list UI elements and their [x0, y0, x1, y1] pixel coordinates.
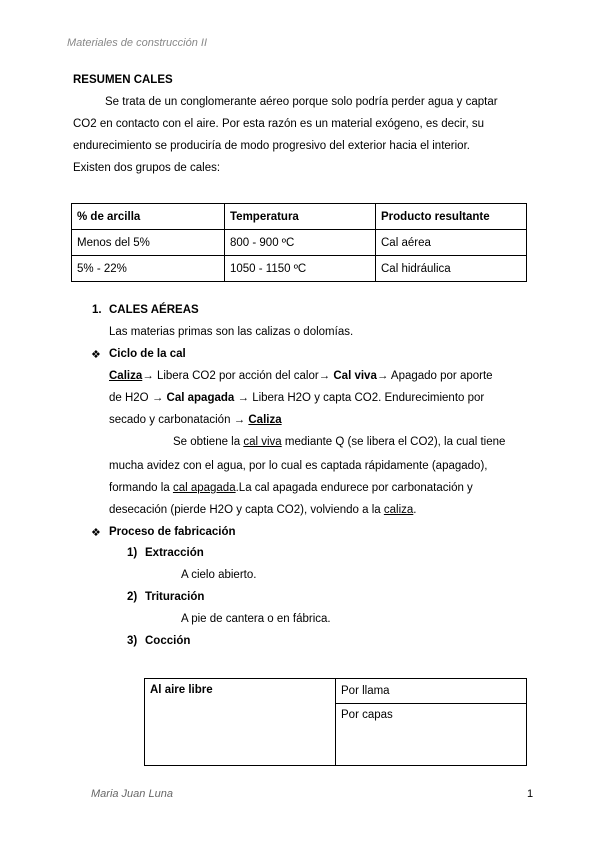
- cycle-text: de H2O: [109, 392, 149, 404]
- table-cell: 1050 - 1150 ºC: [225, 256, 376, 282]
- cycle-line-1: [109, 370, 493, 382]
- section-1-number: 1.: [92, 304, 102, 316]
- cycle-arrow: →: [233, 414, 249, 426]
- section-1-intro: Las materias primas son las calizas o dolomías.: [109, 326, 354, 338]
- table-cell: Cal aérea: [376, 230, 527, 256]
- term-cal-apagada-link: cal apagada: [172, 482, 236, 494]
- table-cell: Por llama: [336, 679, 527, 704]
- firing-table: [144, 678, 527, 766]
- summary-line-1: Se trata de un conglomerante aéreo porque solo podría perder agua y captar: [105, 96, 498, 108]
- paragraph-text: formando la: [109, 482, 173, 494]
- page-number: 1: [527, 788, 534, 800]
- step-number: 2): [127, 591, 138, 603]
- table-cell: Cal hidráulica: [376, 256, 527, 282]
- running-header: Materiales de construcción II: [67, 37, 208, 49]
- table-row: [145, 679, 527, 704]
- table-cell: Al aire libre: [145, 679, 336, 766]
- cycle-line-2: [109, 392, 484, 404]
- groups-table: [71, 203, 527, 282]
- cycle-paragraph-line-1: [173, 436, 505, 448]
- term-cal-viva: → Cal viva: [318, 370, 377, 382]
- table-cell: Por capas: [336, 704, 527, 766]
- paragraph-text: mediante Q (se libera el CO2), la cual tiene: [281, 436, 506, 448]
- cycle-text: → Libera H2O y capta CO2. Endurecimiento por: [237, 392, 485, 404]
- diamond-bullet-icon: ❖: [91, 527, 101, 539]
- paragraph-text: desecación (pierde H2O y capta CO2), volviendo a la: [109, 504, 384, 516]
- table-header-row: [72, 204, 527, 230]
- paragraph-text: .La cal apagada endurece por carbonatación y: [235, 482, 473, 494]
- term-caliza: Caliza: [109, 370, 143, 382]
- summary-line-4: Existen dos grupos de cales:: [73, 162, 221, 174]
- cycle-text: → Apagado por aporte: [376, 370, 493, 382]
- table-row: [72, 256, 527, 282]
- table-header-cell: % de arcilla: [72, 204, 225, 230]
- term-cal-apagada: → Cal apagada: [151, 392, 235, 404]
- table-cell: 5% - 22%: [72, 256, 225, 282]
- cycle-text: → Libera CO2 por acción del calor: [142, 370, 319, 382]
- section-1-title: CALES AÉREAS: [109, 304, 199, 316]
- process-heading: Proceso de fabricación: [109, 526, 236, 538]
- table-cell: 800 - 900 ºC: [225, 230, 376, 256]
- cycle-paragraph-line-4: [109, 504, 416, 516]
- summary-line-3: endurecimiento se produciría de modo progresivo del exterior hacia el interior.: [73, 140, 470, 152]
- cycle-heading: Ciclo de la cal: [109, 348, 186, 360]
- step-title-coccion: Cocción: [145, 635, 191, 647]
- paragraph-text: .: [413, 504, 417, 516]
- table-row: [72, 230, 527, 256]
- term-caliza: Caliza: [248, 414, 282, 426]
- cycle-paragraph-line-3: [109, 482, 473, 494]
- step-number: 1): [127, 547, 138, 559]
- step-title-extraccion: Extracción: [145, 547, 204, 559]
- diamond-bullet-icon: ❖: [91, 349, 101, 361]
- table-header-cell: Temperatura: [225, 204, 376, 230]
- summary-title: RESUMEN CALES: [73, 74, 173, 86]
- table-header-cell: Producto resultante: [376, 204, 527, 230]
- footer-author: Maria Juan Luna: [91, 788, 173, 800]
- term-caliza-link: caliza: [383, 504, 414, 516]
- cycle-line-3: [109, 414, 282, 426]
- cycle-text: secado y carbonatación: [109, 414, 231, 426]
- cycle-paragraph-line-2: mucha avidez con el agua, por lo cual es captada rápidamente (apagado),: [109, 460, 488, 472]
- step-text-extraccion: A cielo abierto.: [181, 569, 257, 581]
- step-text-trituracion: A pie de cantera o en fábrica.: [181, 613, 331, 625]
- step-title-trituracion: Trituración: [145, 591, 205, 603]
- step-number: 3): [127, 635, 138, 647]
- summary-line-2: CO2 en contacto con el aire. Por esta razón es un material exógeno, es decir, su: [73, 118, 485, 130]
- paragraph-text: Se obtiene la: [173, 436, 244, 448]
- term-cal-viva-link: cal viva: [243, 436, 282, 448]
- table-cell: Menos del 5%: [72, 230, 225, 256]
